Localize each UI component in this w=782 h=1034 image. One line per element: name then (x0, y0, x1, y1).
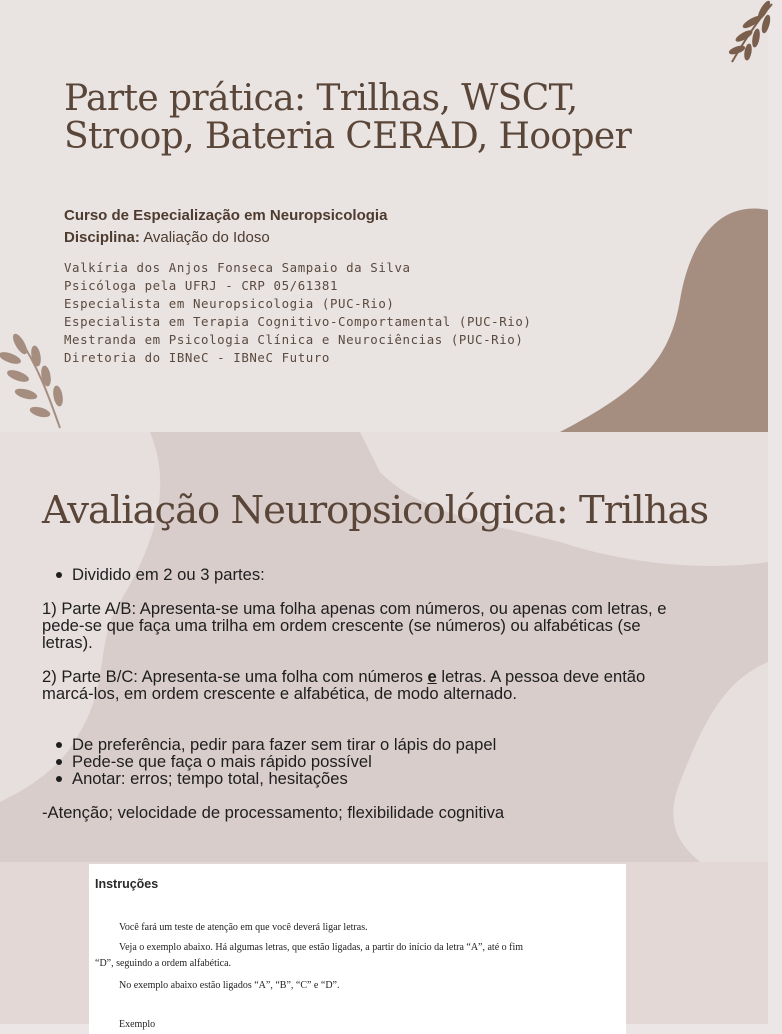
instruction-line: Você fará um teste de atenção em que você deverá ligar letras. (119, 922, 368, 933)
part-2-after: letras. A pessoa deve então marcá-los, em ordem crescente e alfabética, de modo alternado. (42, 667, 646, 703)
author-credentials (64, 259, 531, 367)
author-line: Valkíria dos Anjos Fonseca Sampaio da Silva (64, 260, 411, 275)
leaf-branch-icon (722, 0, 782, 70)
tips-list (42, 736, 682, 787)
example-label: Exemplo (119, 1019, 156, 1030)
list-item: Anotar: erros; tempo total, hesitações (72, 770, 682, 787)
part-2-before: 2) Parte B/C: Apresenta-se uma folha com números (42, 667, 428, 686)
slide-title: Parte prática: Trilhas, WSCT, Stroop, Bateria CERAD, Hooper (64, 78, 632, 157)
author-line: Especialista em Neuropsicologia (PUC-Rio) (64, 296, 395, 311)
discipline-label: Disciplina: (64, 229, 140, 246)
list-item: Pede-se que faça o mais rápido possível (72, 753, 682, 770)
instruction-line: Veja o exemplo abaixo. Há algumas letras, que estão ligadas, a partir do início da letra “A”, até o fim (119, 942, 524, 953)
instruction-line: “D”, seguindo a ordem alfabética. (95, 958, 232, 969)
list-item: Dividido em 2 ou 3 partes: (72, 566, 682, 583)
instructions-heading: Instruções (95, 877, 159, 891)
author-line: Psicóloga pela UFRJ - CRP 05/61381 (64, 278, 339, 293)
instructions-slide (0, 862, 768, 1030)
instructions-document (89, 864, 626, 1034)
discipline-value: Avaliação do Idoso (139, 229, 270, 246)
list-item: De preferência, pedir para fazer sem tirar o lápis do papel (72, 736, 682, 753)
title-slide (0, 0, 768, 432)
summary-text: -Atenção; velocidade de processamento; flexibilidade cognitiva (42, 803, 505, 822)
course-name: Curso de Especialização em Neuropsicologia (64, 207, 388, 224)
part-2-text (42, 668, 682, 702)
course-info (64, 205, 387, 249)
author-line: Especialista em Terapia Cognitivo-Comportamental (PUC-Rio) (64, 314, 532, 329)
instruction-line: No exemplo abaixo estão ligados “A”, “B”, “C” e “D”. (119, 980, 340, 991)
part-2-emphasis: e (427, 667, 437, 686)
trilhas-slide (0, 432, 768, 862)
part-1-text: 1) Parte A/B: Apresenta-se uma folha apenas com números, ou apenas com letras, e pede-se que faça uma trilha em ordem crescente (se números) ou alfabéticas (se letras). (42, 599, 667, 652)
author-line: Mestranda em Psicologia Clínica e Neurociências (PUC-Rio) (64, 332, 524, 347)
slide-title: Avaliação Neuropsicológica: Trilhas (42, 488, 709, 533)
slide-body (42, 566, 682, 821)
discipline-line (64, 227, 387, 249)
intro-list (42, 566, 682, 583)
author-line: Diretoria do IBNeC - IBNeC Futuro (64, 350, 330, 365)
